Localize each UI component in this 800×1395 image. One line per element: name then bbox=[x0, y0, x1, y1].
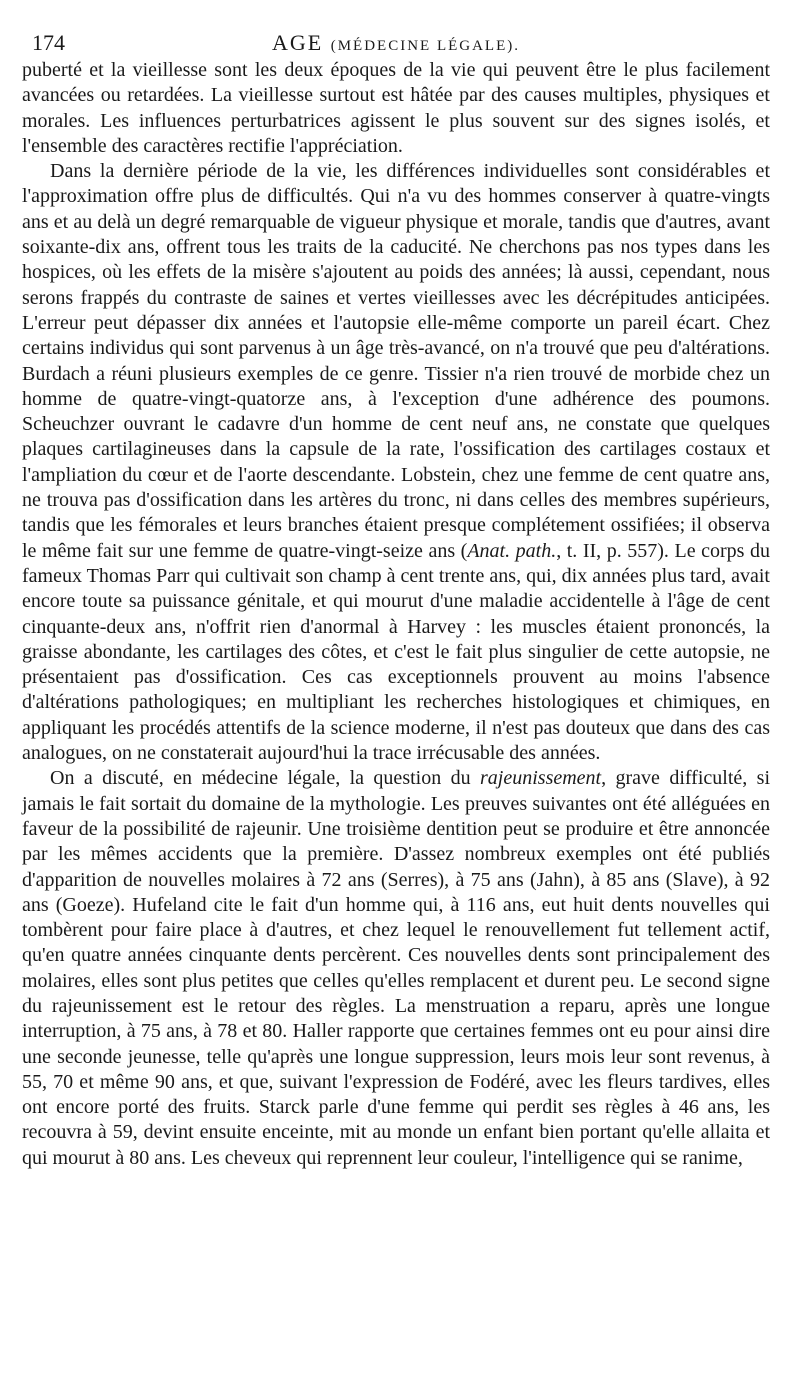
running-title-main: AGE bbox=[271, 30, 324, 55]
running-title bbox=[22, 30, 770, 56]
book-page bbox=[22, 14, 770, 1171]
paragraph bbox=[22, 766, 770, 1171]
text-run: puberté et la vieillesse sont les deux époques de la vie qui peuvent être le plus facilement avancées ou retardées. La vieillesse surtout est hâtée par des causes multiples, physiques et morales. Les influences perturbatrices agissent le plus souvent sur des signes isolés, et l'ensemble des caractères rectifie l'appréciation. bbox=[22, 59, 770, 157]
text-run: Dans la dernière période de la vie, les différences individuelles sont considérables et l'approximation offre plus de difficultés. Qui n'a vu des hommes conserver à quatre-vingts ans et au delà un degré remarquable de vigueur physique et morale, tandis que d'autres, avant soixante-dix ans, offrent tous les traits de la caducité. Ne cherchons pas nos types dans les hospices, où les effets de la misère s'ajoutent au poids des années; là aussi, cependant, nous serons frappés du contraste de saines et vertes vieillesses avec les décrépitudes anticipées. L'erreur peut dépasser dix années et l'autopsie elle-même comporte un pareil écart. Chez certains individus qui sont parvenus à un âge très-avancé, on n'a trouvé que peu d'altérations. Burdach a réuni plusieurs exemples de ce genre. Tissier n'a rien trouvé de morbide chez un homme de quatre-vingt-quatorze ans, à l'exception d'une adhérence des poumons. Scheuchzer ouvrant le cadavre d'un homme de cent neuf ans, ne constate que quelques plaques cartilagineuses dans la capsule de la rate, l'ossification des cartilages costaux et l'ampliation du cœur et de l'aorte descendante. Lobstein, chez une femme de cent quatre ans, ne trouva pas d'ossification dans les artères du tronc, ni dans celles des membres supérieurs, tandis que les fémorales et leurs branches étaient presque complétement ossifiées; il observa le même fait sur une femme de quatre-vingt-seize ans ( bbox=[22, 160, 770, 562]
text-run: On a discuté, en médecine légale, la question du bbox=[50, 767, 481, 790]
paragraph bbox=[22, 159, 770, 766]
running-title-subtitle: (MÉDECINE LÉGALE). bbox=[330, 38, 520, 54]
text-run: , grave difficulté, si jamais le fait sortait du domaine de la mythologie. Les preuves suivantes ont été alléguées en faveur de la possibilité de rajeunir. Une troisième dentition peut se produire et être annoncée par les mêmes accidents que la première. D'assez nombreux exemples ont été publiés d'apparition de nouvelles molaires à 72 ans (Serres), à 75 ans (Jahn), à 85 ans (Slave), à 92 ans (Goeze). Hufeland cite le fait d'un homme qui, à 116 ans, eut huit dents nouvelles qui tombèrent pour faire place à d'autres, et chez lequel le renouvellement fut tellement actif, qu'en quatre années cinquante dents percèrent. Ces nouvelles dents sont principalement des molaires, elles sont plus petites que celles qu'elles remplacent et durent peu. Le second signe du rajeunissement est le retour des règles. La menstruation a reparu, après une longue interruption, à 75 ans, à 78 et 80. Haller rapporte que certaines femmes ont eu pour ainsi dire une seconde jeunesse, telle qu'après une longue suppression, leurs mois leur sont revenus, à 55, 70 et même 90 ans, et que, suivant l'expression de Fodéré, avec les fleurs tardives, elles ont encore porté des fruits. Starck parle d'une femme qui perdit ses règles à 46 ans, les recouvra à 59, devint ensuite enceinte, mit au monde un enfant bien portant qu'elle allaita et qui mourut à 80 ans. Les cheveux qui reprennent leur couleur, l'intelligence qui se ranime, bbox=[22, 767, 770, 1169]
paragraph bbox=[22, 58, 770, 159]
italic-text: rajeunissement bbox=[480, 767, 602, 790]
running-header bbox=[22, 14, 770, 58]
body-text bbox=[22, 58, 770, 1171]
page-number: 174 bbox=[32, 30, 65, 55]
italic-text: Anat. path. bbox=[467, 539, 557, 562]
text-run: , t. II, p. 557). Le corps du fameux Thomas Parr qui cultivait son champ à cent trente ans, qui, dix années plus tard, avait encore toute sa puissance génitale, et qui mourut d'une maladie accidentelle à l'âge de cent cinquante-deux ans, n'offrit rien d'anormal à Harvey : les muscles étaient prononcés, la graisse abondante, les cartilages des côtes, et c'est le fait plus singulier de cette autopsie, ne présentaient pas d'ossification. Ces cas exceptionnels prouvent au moins l'absence d'altérations pathologiques; en multipliant les recherches histologiques et chimiques, en appliquant les procédés attentifs de la science moderne, il n'est pas douteux que dans des cas analogues, on ne constaterait aujourd'hui la trace irrécusable des années. bbox=[22, 539, 770, 765]
